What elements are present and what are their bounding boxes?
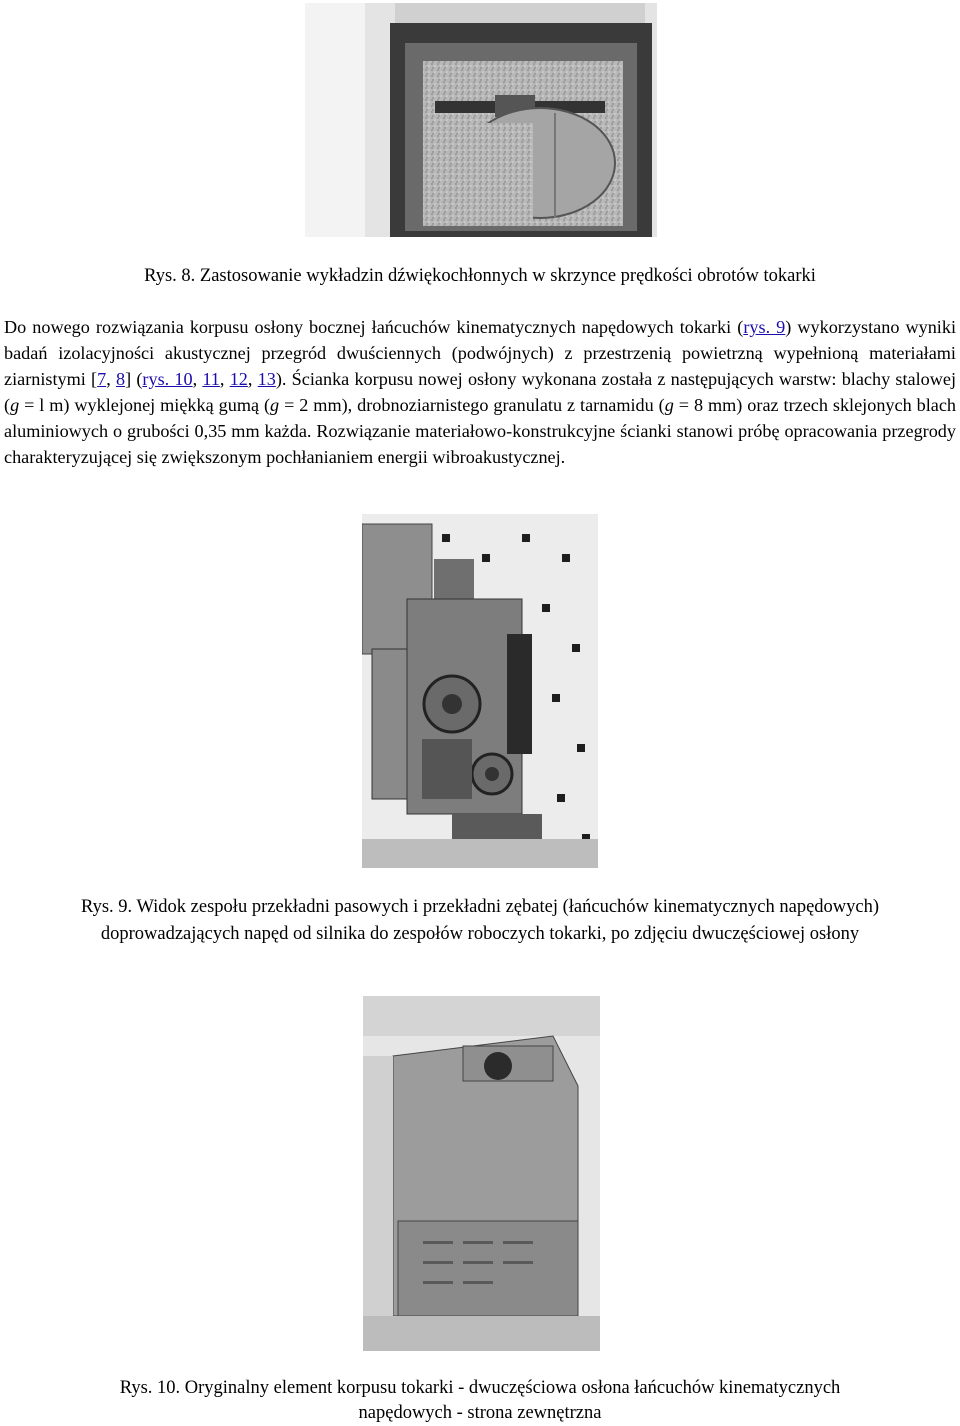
link-rys-12[interactable]: 12: [229, 369, 248, 389]
paragraph-text: ) wykorzystano wyniki badań izolacyjności akustycznej przegród dwuściennych (podwójnych) z przestrzenią powietrzną wypełnioną materiałami ziarnistymi [: [4, 317, 957, 389]
paragraph-text: Do nowego rozwiązania korpusu osłony bocznej łańcuchów kinematycznych napędowych tokarki (: [4, 317, 744, 337]
figure-8-caption: Rys. 8. Zastosowanie wykładzin dźwiękochłonnych w skrzynce prędkości obrotów tokarki: [144, 266, 816, 286]
ref-link-8[interactable]: 8: [115, 369, 126, 389]
separator: ,: [106, 369, 116, 389]
body-paragraph: [4, 314, 956, 470]
separator: ,: [192, 369, 203, 389]
link-rys-10[interactable]: rys. 10: [142, 369, 193, 389]
paragraph-text: ] (: [125, 369, 143, 389]
cover-outer-illustration: [363, 996, 600, 1351]
link-rys-11[interactable]: 11: [202, 369, 220, 389]
paragraph-text: = l m) wyklejonej miękką gumą (: [19, 395, 271, 415]
figure-9-caption-line-1: Rys. 9. Widok zespołu przekładni pasowych i przekładni zębatej (łańcuchów kinematycznych napędowych): [80, 897, 880, 917]
separator: ,: [247, 369, 258, 389]
link-rys-9[interactable]: rys. 9: [743, 317, 786, 337]
paragraph-text: ). Ścianka korpusu nowej osłony wykonana została z następujących warstw: blachy stalowej (: [4, 369, 957, 415]
symbol-g: g: [270, 395, 280, 415]
paragraph-text: = 2 mm), drobnoziarnistego granulatu z tarnamidu (: [279, 395, 665, 415]
paragraph-text: = 8 mm) oraz trzech sklejonych blach aluminiowych o grubości 0,35 mm każda. Rozwiązanie materiałowo-konstrukcyjne ścianki stanowi próbę opracowania przegrody charakteryzującej się zwiększonym pochłanianiem energii wibroakustycznej.: [4, 395, 956, 467]
figure-10-caption-line-1: Rys. 10. Oryginalny element korpusu tokarki - dwuczęściowa osłona łańcuchów kinematycznych: [119, 1378, 841, 1398]
separator: ,: [219, 369, 230, 389]
belt-transmission-illustration: [362, 514, 598, 868]
figure-9-caption-line-2: doprowadzających napęd od silnika do zespołów roboczych tokarki, po zdjęciu dwuczęściowej osłony: [100, 924, 860, 944]
symbol-g: g: [10, 395, 20, 415]
ref-link-7[interactable]: 7: [97, 369, 107, 389]
figure-8-photo: [305, 3, 657, 237]
symbol-g: g: [664, 395, 674, 415]
figure-10-caption-line-2: napędowych - strona zewnętrzna: [358, 1403, 602, 1423]
gearbox-lining-illustration: [305, 3, 657, 237]
link-rys-13[interactable]: 13: [257, 369, 276, 389]
figure-9-photo: [362, 514, 598, 868]
figure-10-photo: [363, 996, 600, 1351]
